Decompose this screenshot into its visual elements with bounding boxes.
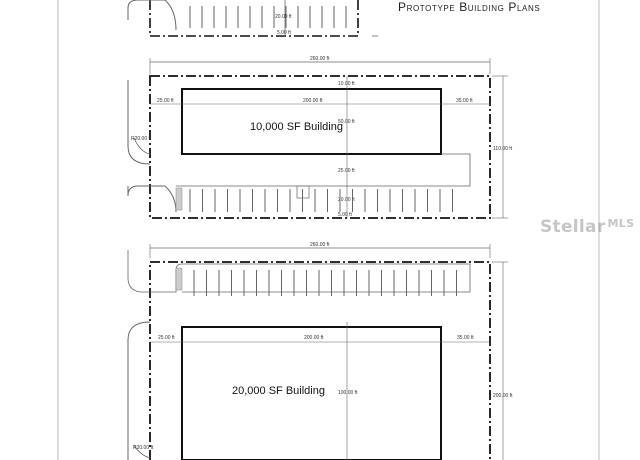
dim-top-setback-1: 10.00 ft [338, 81, 355, 87]
dim-overall-width-2: 260.00 ft [310, 242, 330, 248]
plan-top-partial [128, 0, 378, 36]
dim-building-depth-1: 50.00 ft [338, 119, 355, 125]
dim-left-setback-2: 25.00 ft [158, 335, 175, 341]
plan-10000sf [128, 56, 513, 218]
plan-20000sf [128, 242, 513, 460]
dim-radius-1: R20.00 ft [131, 136, 152, 142]
dim-bottom-setback-1: 5.00 ft [338, 212, 352, 218]
dim-building-width-2: 200.00 ft [304, 335, 324, 341]
dim-building-width-1: 200.00 ft [303, 98, 323, 104]
dim-building-depth-2: 100.00 ft [338, 390, 358, 396]
dim-right-setback-2: 35.00 ft [457, 335, 474, 341]
dim-overall-depth-2: 200.00 ft [493, 393, 513, 399]
building-label-1: 10,000 SF Building [250, 121, 343, 133]
dim-overall-width-1: 260.00 ft [310, 56, 330, 62]
dim-stall-depth-1: 20.00 ft [338, 197, 355, 203]
dim-radius-2: R20.00 ft [133, 445, 154, 451]
building-label-2: 20,000 SF Building [232, 385, 325, 397]
page-title: Prototype Building Plans [398, 0, 541, 14]
dim-overall-depth-1: 110.00 ft [493, 146, 513, 152]
watermark: Stellar $^{MLS}$ [540, 217, 635, 237]
dim-top-bottom-setback: 5.00 ft [277, 30, 291, 36]
dim-drive-aisle-1: 25.00 ft [338, 168, 355, 174]
dim-top-stall-depth: 20.00 ft [275, 14, 292, 20]
dim-left-setback-1: 25.00 ft [157, 98, 174, 104]
dim-right-setback-1: 35.00 ft [456, 98, 473, 104]
